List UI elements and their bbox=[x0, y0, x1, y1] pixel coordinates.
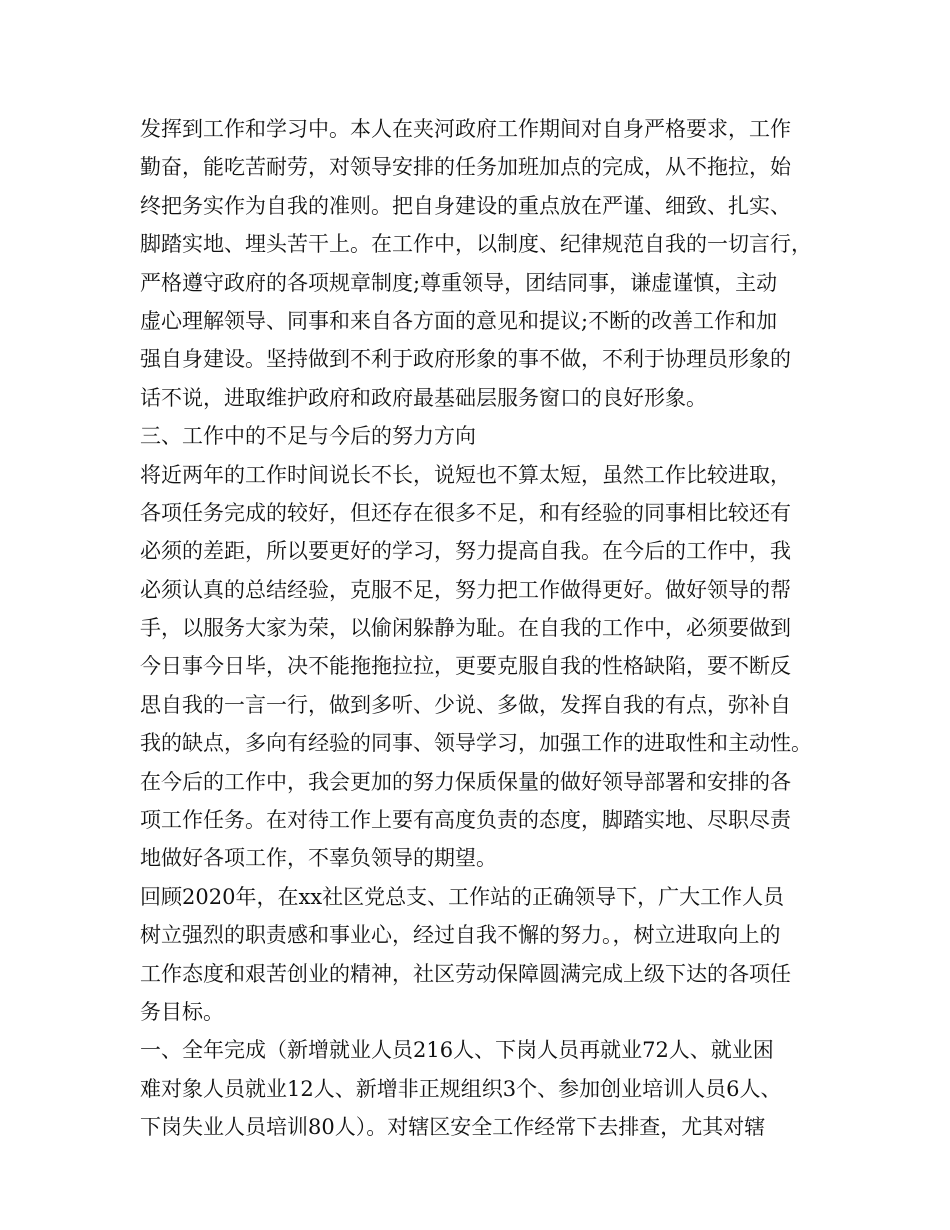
text-line: 在今后的工作中，我会更加的努力保质保量的做好领导部署和安排的各 bbox=[140, 769, 791, 794]
text-line: 难对象人员就业12人、新增非正规组织3个、参加创业培训人员6人、 bbox=[140, 1076, 782, 1101]
text-line: 树立强烈的职责感和事业心，经过自我不懈的努力。，树立进取向上的 bbox=[140, 923, 781, 948]
text-line: 地做好各项工作，不辜负领导的期望。 bbox=[140, 846, 497, 871]
text-line: 务目标。 bbox=[140, 999, 224, 1024]
text-line: 项工作任务。在对待工作上要有高度负责的态度，脚踏实地、尽职尽责 bbox=[140, 808, 791, 833]
text-line: 必须认真的总结经验，克服不足，努力把工作做得更好。做好领导的帮 bbox=[140, 577, 791, 602]
text-line: 发挥到工作和学习中。本人在夹河政府工作期间对自身严格要求，工作 bbox=[140, 117, 791, 141]
text-line: 脚踏实地、埋头苦干上。在工作中，以制度、纪律规范自我的一切言行， bbox=[140, 232, 812, 257]
text-line: 终把务实作为自我的准则。把自身建设的重点放在严谨、细致、扎实、 bbox=[140, 193, 791, 218]
text-line: 必须的差距，所以要更好的学习，努力提高自我。在今后的工作中，我 bbox=[140, 539, 791, 564]
text-line: 今日事今日毕，决不能拖拖拉拉，更要克服自我的性格缺陷，要不断反 bbox=[140, 654, 791, 679]
text-line: 强自身建设。坚持做到不利于政府形象的事不做，不利于协理员形象的 bbox=[140, 347, 791, 372]
text-line: 将近两年的工作时间说长不长，说短也不算太短，虽然工作比较进取， bbox=[140, 462, 791, 487]
text-line: 我的缺点，多向有经验的同事、领导学习，加强工作的进取性和主动性。 bbox=[140, 731, 812, 756]
text-line: 各项任务完成的较好，但还存在很多不足，和有经验的同事相比较还有 bbox=[140, 500, 791, 525]
text-line: 手，以服务大家为荣，以偷闲躲静为耻。在自我的工作中，必须要做到 bbox=[140, 616, 791, 641]
document-body bbox=[140, 110, 840, 1147]
text-line: 一、全年完成（新增就业人员216人、下岗人员再就业72人、就业困 bbox=[140, 1038, 774, 1063]
text-line: 严格遵守政府的各项规章制度;尊重领导，团结同事，谦虚谨慎，主动 bbox=[140, 270, 778, 295]
text-line: 话不说，进取维护政府和政府最基础层服务窗口的良好形象。 bbox=[140, 385, 707, 410]
text-line: 勤奋，能吃苦耐劳，对领导安排的任务加班加点的完成，从不拖拉，始 bbox=[140, 155, 791, 180]
text-line: 工作态度和艰苦创业的精神，社区劳动保障圆满完成上级下达的各项任 bbox=[140, 961, 791, 986]
section-heading: 三、工作中的不足与今后的努力方向 bbox=[140, 424, 476, 449]
text-line: 思自我的一言一行，做到多听、少说、多做，发挥自我的有点，弥补自 bbox=[140, 692, 791, 717]
text-line: 回顾2020年，在xx社区党总支、工作站的正确领导下，广大工作人员 bbox=[140, 884, 785, 909]
text-line: 虚心理解领导、同事和来自各方面的意见和提议;不断的改善工作和加 bbox=[140, 308, 778, 333]
text-line: 下岗失业人员培训80人）。对辖区安全工作经常下去排查，尤其对辖 bbox=[140, 1115, 766, 1140]
